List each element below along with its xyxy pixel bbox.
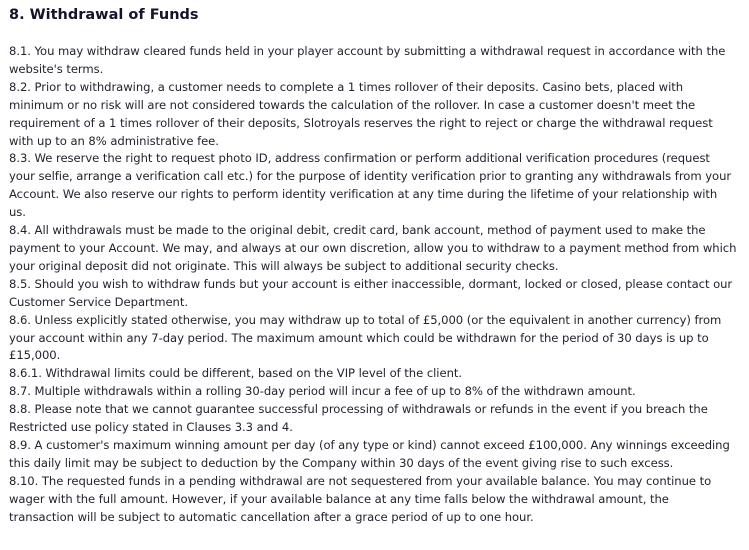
- clause-8-4: 8.4. All withdrawals must be made to the original debit, credit card, bank account, method of payment used to make the payment to your Account. We may, and always at our own discretion, allow you to withdraw to a payment method from which your original deposit did not originate. This will always be subject to additional security checks.: [9, 223, 737, 273]
- section-title: 8. Withdrawal of Funds: [9, 7, 199, 23]
- clause-8-3: 8.3. We reserve the right to request photo ID, address confirmation or perform additional verification procedures (request your selfie, arrange a verification call etc.) for the purpose of identity verification prior to granting any withdrawals from your Account. We also reserve our rights to perform identity verification at any time during the lifetime of your relationship with us.: [9, 151, 732, 220]
- terms-section: [9, 5, 737, 526]
- clause-list: [9, 43, 737, 526]
- clause-8-6-1: 8.6.1. Withdrawal limits could be different, based on the VIP level of the client.: [9, 366, 462, 381]
- clause-8-1: 8.1. You may withdraw cleared funds held in your player account by submitting a withdrawal request in accordance with the website's terms.: [9, 44, 726, 76]
- clause-8-9: 8.9. A customer's maximum winning amount per day (of any type or kind) cannot exceed £100,000. Any winnings exceeding this daily limit may be subject to deduction by the Company within 30 days of the event giving rise to such excess.: [9, 437, 730, 470]
- clause-8-8: 8.8. Please note that we cannot guarantee successful processing of withdrawals or refunds in the event if you breach the Restricted use policy stated in Clauses 3.3 and 4.: [9, 402, 708, 435]
- clause-8-5: 8.5. Should you wish to withdraw funds but your account is either inaccessible, dormant, locked or closed, please contact our Customer Service Department.: [9, 276, 733, 309]
- clause-8-7: 8.7. Multiple withdrawals within a rolling 30-day period will incur a fee of up to 8% of the withdrawn amount.: [9, 384, 636, 399]
- clause-8-6: 8.6. Unless explicitly stated otherwise, you may withdraw up to total of £5,000 (or the equivalent in another currency) from your account within any 7-day period. The maximum amount which could be withdrawn for the period of 30 days is up to £15,000.: [9, 312, 722, 363]
- clause-8-2: 8.2. Prior to withdrawing, a customer needs to complete a 1 times rollover of their deposits. Casino bets, placed with minimum or no risk will are not considered towards the calculation of the rollover. In case a customer doesn't meet the requirement of a 1 times rollover of their deposits, Slotroyals reserves the right to reject or charge the withdrawal request with up to an 8% administrative fee.: [9, 79, 713, 148]
- clause-8-10: 8.10. The requested funds in a pending withdrawal are not sequestered from your available balance. You may continue to wager with the full amount. However, if your available balance at any time falls below the withdrawal amount, the transaction will be subject to automatic cancellation after a grace period of up to one hour.: [9, 473, 712, 524]
